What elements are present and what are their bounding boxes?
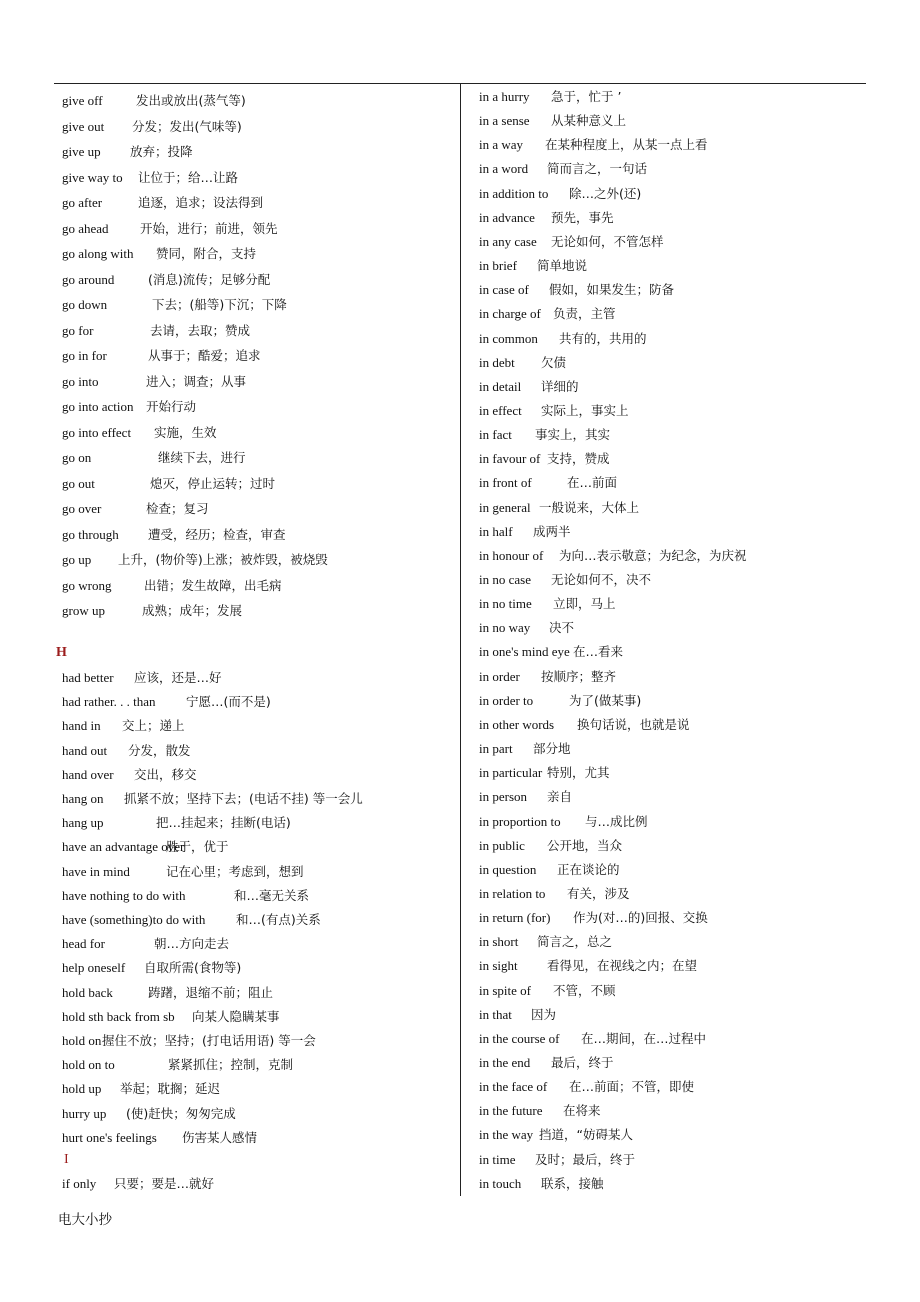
right-entry: [479, 159, 647, 179]
right-entry: [479, 377, 579, 397]
phrase-term: in half: [479, 523, 513, 539]
h-entry: [62, 668, 222, 688]
right-entry: [479, 570, 651, 590]
phrase-meaning: 发出或放出(蒸气等): [136, 93, 246, 108]
phrase-meaning: 从某种意义上: [551, 113, 627, 129]
right-entry: [479, 522, 571, 542]
phrase-meaning: 作为(对…的)回报、交换: [573, 910, 708, 926]
right-entry: [479, 594, 616, 614]
h-entry: [62, 1007, 280, 1027]
phrase-term: if only: [62, 1176, 97, 1191]
phrase-term: hold back: [62, 984, 113, 1000]
left-entry: [62, 142, 193, 162]
left-entry: [62, 219, 278, 239]
left-entry: [62, 168, 238, 188]
phrase-term: go up: [62, 552, 92, 567]
phrase-meaning: 假如，如果发生；防备: [549, 282, 675, 298]
phrase-meaning: 踌躇，退缩不前；阻止: [148, 984, 274, 1000]
phrase-meaning: 在某种程度上，从某一点上看: [545, 137, 708, 153]
right-entry: [479, 860, 620, 880]
right-entry: [479, 1101, 601, 1121]
phrase-term: in question: [479, 861, 537, 877]
phrase-meaning: 决不: [549, 620, 575, 636]
phrase-term: in touch: [479, 1175, 522, 1191]
phrase-term: have in mind: [62, 863, 130, 879]
phrase-meaning: 最后，终于: [551, 1055, 614, 1070]
right-entry: [479, 812, 648, 832]
phrase-term: go into effect: [62, 424, 132, 440]
h-entry: [62, 958, 241, 978]
phrase-meaning: 和…(有点)关系: [236, 912, 321, 927]
phrase-meaning: 让位于；给…让路: [138, 169, 239, 185]
phrase-term: give out: [62, 118, 105, 134]
phrase-term: in charge of: [479, 306, 541, 322]
phrase-term: go over: [62, 501, 102, 516]
phrase-term: hang on: [62, 791, 104, 806]
right-entry: [479, 304, 616, 324]
left-entry: [62, 601, 242, 621]
left-entry: [62, 321, 250, 341]
phrase-term: in proportion to: [479, 813, 561, 829]
h-entry: [62, 765, 197, 785]
phrase-term: give up: [62, 144, 101, 159]
phrase-term: go through: [62, 526, 119, 542]
right-entry: [479, 280, 674, 300]
phrase-term: in the future: [479, 1103, 543, 1119]
phrase-meaning: 详细的: [541, 378, 579, 394]
phrase-meaning: 一般说来，大体上: [539, 499, 640, 515]
phrase-meaning: 简而言之，一句话: [547, 161, 648, 177]
right-entry: [479, 932, 612, 952]
phrase-term: give way to: [62, 169, 123, 185]
phrase-meaning: 及时；最后，终于: [535, 1151, 636, 1167]
phrase-meaning: 熄灭，停止运转；过时: [150, 475, 276, 491]
phrase-term: hang up: [62, 815, 104, 831]
h-entry: [62, 1079, 220, 1099]
phrase-term: in return (for): [479, 910, 551, 926]
phrase-meaning: 追逐，追求；设法得到: [138, 195, 264, 210]
phrase-meaning: 宁愿…(而不是): [186, 694, 271, 710]
phrase-meaning: 按顺序；整齐: [541, 668, 617, 684]
phrase-meaning: 进入；调查；从事: [146, 373, 247, 389]
phrase-term: in order to: [479, 692, 534, 708]
phrase-term: go in for: [62, 348, 107, 363]
right-entry: [479, 498, 639, 518]
phrase-term: in a way: [479, 137, 524, 153]
phrase-meaning: 只要；要是…就好: [114, 1176, 215, 1191]
footer-text: 电大小抄: [58, 1212, 112, 1228]
right-entry: [479, 1077, 694, 1097]
phrase-meaning: 正在谈论的: [557, 861, 620, 877]
h-entry: [62, 1055, 293, 1075]
phrase-term: go out: [62, 475, 95, 491]
column-divider: [460, 84, 461, 1196]
left-entry: [62, 117, 242, 137]
phrase-meaning: 赞同，附合，支持: [156, 246, 257, 261]
phrase-meaning: 向某人隐瞒某事: [192, 1008, 280, 1024]
h-entry: [62, 1104, 236, 1124]
phrase-term: in particular: [479, 765, 543, 781]
phrase-meaning: 在…前面；不管，即使: [569, 1079, 695, 1095]
phrase-meaning: 在…前面: [567, 475, 618, 491]
section-letter-i: I: [64, 1152, 69, 1167]
phrase-meaning: 负责，主管: [553, 306, 616, 322]
phrase-term: head for: [62, 936, 105, 952]
phrase-meaning: 朝…方向走去: [154, 936, 230, 952]
phrase-meaning: 分发，散发: [128, 742, 191, 758]
phrase-term: in front of: [479, 475, 532, 491]
h-entry: [62, 837, 229, 857]
left-entry: [62, 576, 282, 596]
phrase-term: in common: [479, 330, 538, 346]
phrase-meaning: 部分地: [533, 741, 571, 757]
right-entry: [479, 739, 571, 759]
phrase-meaning: 除…之外(还): [569, 185, 642, 201]
right-entry: [479, 1174, 604, 1194]
phrase-term: help oneself: [62, 960, 126, 976]
phrase-term: hand in: [62, 718, 101, 734]
phrase-term: in the end: [479, 1055, 531, 1070]
right-entry: [479, 111, 626, 131]
phrase-term: hurt one's feelings: [62, 1129, 157, 1145]
phrase-meaning: 上升，(物价等)上涨；被炸毁，被烧毁: [118, 552, 328, 567]
phrase-term: in a word: [479, 161, 529, 177]
phrase-term: in the face of: [479, 1079, 548, 1095]
phrase-term: go wrong: [62, 577, 112, 593]
left-entry: [62, 91, 246, 111]
phrase-term: in public: [479, 837, 525, 853]
left-entry: [62, 346, 261, 366]
h-entry: [62, 789, 363, 809]
phrase-term: hand out: [62, 742, 108, 758]
phrase-meaning: 伤害某人感情: [182, 1129, 258, 1145]
phrase-term: in debt: [479, 354, 515, 370]
phrase-term: have nothing to do with: [62, 887, 186, 903]
right-entry: [479, 135, 708, 155]
right-entry: [479, 87, 621, 107]
phrase-term: in detail: [479, 378, 522, 394]
phrase-meaning: 在…看来: [573, 644, 624, 660]
phrase-term: in effect: [479, 402, 522, 418]
phrase-meaning: 无论如何，不管怎样: [551, 233, 664, 249]
h-entry: [62, 813, 291, 833]
phrase-meaning: 把…挂起来；挂断(电话): [156, 815, 291, 831]
phrase-term: in any case: [479, 233, 537, 249]
phrase-meaning: 开始行动: [146, 399, 197, 414]
phrase-meaning: 应该，还是…好: [134, 670, 222, 685]
phrase-meaning: 简言之，总之: [537, 934, 613, 950]
phrase-term: go ahead: [62, 220, 109, 236]
left-entry: [62, 474, 275, 494]
right-entry: [479, 546, 747, 566]
right-entry: [479, 256, 587, 276]
right-entry: [479, 353, 566, 373]
phrase-meaning: 简单地说: [537, 258, 588, 274]
right-entry: [479, 1150, 635, 1170]
phrase-term: in addition to: [479, 185, 549, 201]
phrase-meaning: 共有的，共用的: [559, 330, 647, 346]
right-entry: [479, 956, 697, 976]
h-entry: [62, 1128, 257, 1148]
h-entry: [62, 886, 309, 906]
phrase-term: had better: [62, 670, 114, 685]
right-entry: [479, 401, 629, 421]
left-entry: [62, 423, 217, 443]
phrase-meaning: 因为: [531, 1006, 557, 1022]
right-entry: [479, 787, 572, 807]
phrase-term: go for: [62, 322, 94, 338]
right-entry: [479, 836, 622, 856]
phrase-meaning: 特别，尤其: [547, 765, 610, 781]
phrase-meaning: 交出，移交: [134, 766, 197, 782]
phrase-term: go along with: [62, 246, 134, 261]
phrase-term: in order: [479, 668, 520, 684]
right-entry: [479, 473, 617, 493]
phrase-term: go into: [62, 373, 99, 389]
phrase-term: in a hurry: [479, 89, 530, 104]
phrase-meaning: 不管，不顾: [553, 982, 616, 998]
phrase-meaning: 从事于；酷爱；追求: [148, 348, 261, 363]
phrase-term: in time: [479, 1151, 516, 1167]
left-entry: [62, 193, 263, 213]
phrase-meaning: (使)赶快；匆匆完成: [126, 1105, 236, 1121]
h-entry: [62, 716, 185, 736]
left-entry: [62, 372, 246, 392]
left-entry: [62, 244, 256, 264]
phrase-meaning: 无论如何不，决不: [551, 572, 652, 587]
phrase-term: go around: [62, 271, 115, 287]
right-entry: [479, 667, 616, 687]
phrase-meaning: 握住不放；坚持；(打电话用语) 等一会: [102, 1033, 316, 1048]
phrase-meaning: 急于，忙于 ’: [551, 89, 622, 104]
i-entry: [62, 1174, 214, 1194]
phrase-meaning: 为了(做某事): [569, 692, 642, 708]
right-entry: [479, 618, 574, 638]
phrase-meaning: 联系，接触: [541, 1175, 604, 1191]
right-entry: [479, 763, 610, 783]
phrase-term: go into action: [62, 399, 134, 414]
phrase-meaning: 胜于，优于: [166, 839, 229, 855]
right-entry: [479, 1053, 614, 1073]
phrase-term: go on: [62, 450, 92, 465]
phrase-meaning: 在…期间，在…过程中: [581, 1030, 707, 1046]
phrase-term: in advance: [479, 209, 535, 225]
phrase-meaning: 为向…表示敬意；为纪念，为庆祝: [559, 547, 747, 563]
phrase-meaning: 欠债: [541, 354, 567, 370]
right-entry: [479, 208, 614, 228]
right-entry: [479, 449, 610, 469]
phrase-meaning: 开始，进行；前进，领先: [140, 220, 278, 236]
left-entry: [62, 270, 270, 290]
phrase-meaning: 公开地，当众: [547, 837, 623, 853]
phrase-term: in favour of: [479, 451, 541, 467]
phrase-term: hold on to: [62, 1057, 115, 1073]
left-entry: [62, 397, 196, 417]
phrase-meaning: 遭受，经历；检查，审查: [148, 526, 286, 542]
phrase-meaning: 下去；(船等)下沉；下降: [152, 297, 287, 312]
left-entry: [62, 550, 328, 570]
phrase-meaning: 亲自: [547, 789, 573, 805]
phrase-meaning: 记在心里；考虑到，想到: [166, 863, 304, 879]
phrase-meaning: 预先，事先: [551, 209, 614, 225]
phrase-term: grow up: [62, 603, 105, 618]
phrase-term: in a sense: [479, 113, 530, 129]
phrase-meaning: 成两半: [533, 523, 571, 539]
phrase-meaning: 去请，去取；赞成: [150, 322, 251, 338]
phrase-term: in no case: [479, 572, 531, 587]
phrase-term: in one's mind eye: [479, 644, 570, 660]
right-entry: [479, 691, 641, 711]
phrase-term: had rather. . . than: [62, 694, 156, 710]
right-entry: [479, 425, 610, 445]
phrase-meaning: 挡道，“妨碍某人: [539, 1127, 633, 1143]
phrase-meaning: 有关，涉及: [567, 885, 630, 901]
phrase-meaning: 看得见，在视线之内；在望: [547, 958, 698, 974]
phrase-meaning: (消息)流传；足够分配: [148, 271, 271, 287]
phrase-meaning: 实施，生效: [154, 424, 217, 440]
phrase-term: in sight: [479, 958, 518, 974]
left-entry: [62, 499, 209, 519]
right-entry: [479, 232, 664, 252]
phrase-term: have an advantage over: [62, 839, 185, 855]
left-entry: [62, 295, 287, 315]
phrase-meaning: 检查；复习: [146, 501, 209, 516]
right-entry: [479, 715, 690, 735]
phrase-meaning: 实际上，事实上: [541, 402, 629, 418]
phrase-term: in the way: [479, 1127, 534, 1143]
phrase-term: hold on: [62, 1033, 102, 1048]
phrase-term: hold up: [62, 1081, 102, 1097]
phrase-meaning: 出错；发生故障，出毛病: [144, 577, 282, 593]
h-entry: [62, 983, 273, 1003]
right-entry: [479, 908, 708, 928]
h-entry: [62, 862, 304, 882]
phrase-term: in short: [479, 934, 519, 950]
right-entry: [479, 981, 616, 1001]
phrase-term: in fact: [479, 427, 512, 443]
right-entry: [479, 884, 630, 904]
h-entry: [62, 692, 271, 712]
phrase-term: hurry up: [62, 1105, 107, 1121]
phrase-meaning: 分发；发出(气味等): [132, 118, 242, 134]
phrase-meaning: 成熟；成年；发展: [142, 603, 243, 618]
phrase-term: in no way: [479, 620, 531, 636]
phrase-meaning: 交上；递上: [122, 718, 185, 734]
right-entry: [479, 1125, 633, 1145]
phrase-term: have (something)to do with: [62, 912, 206, 927]
h-entry: [62, 934, 229, 954]
section-letter-h: H: [56, 645, 67, 660]
phrase-meaning: 支持，赞成: [547, 451, 610, 467]
phrase-term: in person: [479, 789, 528, 805]
phrase-term: in spite of: [479, 982, 531, 998]
phrase-meaning: 放弃；投降: [130, 144, 193, 159]
phrase-term: in part: [479, 741, 513, 757]
left-entry: [62, 525, 286, 545]
h-entry: [62, 910, 321, 930]
phrase-meaning: 抓紧不放；坚持下去；(电话不挂) 等一会儿: [124, 791, 363, 806]
phrase-meaning: 继续下去，进行: [158, 450, 246, 465]
phrase-term: go after: [62, 195, 103, 210]
phrase-term: in other words: [479, 716, 555, 732]
phrase-term: in brief: [479, 258, 517, 274]
phrase-meaning: 和…毫无关系: [234, 887, 310, 903]
phrase-term: in case of: [479, 282, 529, 298]
phrase-term: in honour of: [479, 547, 544, 563]
right-entry: [479, 184, 641, 204]
phrase-term: in that: [479, 1006, 512, 1022]
phrase-meaning: 自取所需(食物等): [144, 960, 242, 976]
left-entry: [62, 448, 246, 468]
right-entry: [479, 642, 623, 662]
phrase-meaning: 事实上，其实: [535, 427, 611, 443]
phrase-term: in general: [479, 499, 531, 515]
phrase-meaning: 紧紧抓住；控制，克制: [168, 1057, 294, 1073]
phrase-meaning: 举起；耽搁；延迟: [120, 1081, 221, 1097]
right-entry: [479, 329, 647, 349]
h-entry: [62, 1031, 316, 1051]
phrase-term: hold sth back from sb: [62, 1008, 175, 1024]
h-entry: [62, 741, 191, 761]
phrase-term: hand over: [62, 766, 114, 782]
phrase-term: in no time: [479, 596, 532, 612]
phrase-term: go down: [62, 297, 108, 312]
phrase-meaning: 在将来: [563, 1103, 601, 1119]
right-entry: [479, 1029, 706, 1049]
phrase-term: in the course of: [479, 1030, 560, 1046]
phrase-meaning: 换句话说，也就是说: [577, 716, 690, 732]
phrase-term: in relation to: [479, 885, 546, 901]
phrase-meaning: 立即，马上: [553, 596, 616, 612]
phrase-meaning: 与…成比例: [585, 813, 648, 829]
right-entry: [479, 1005, 556, 1025]
phrase-term: give off: [62, 93, 103, 108]
